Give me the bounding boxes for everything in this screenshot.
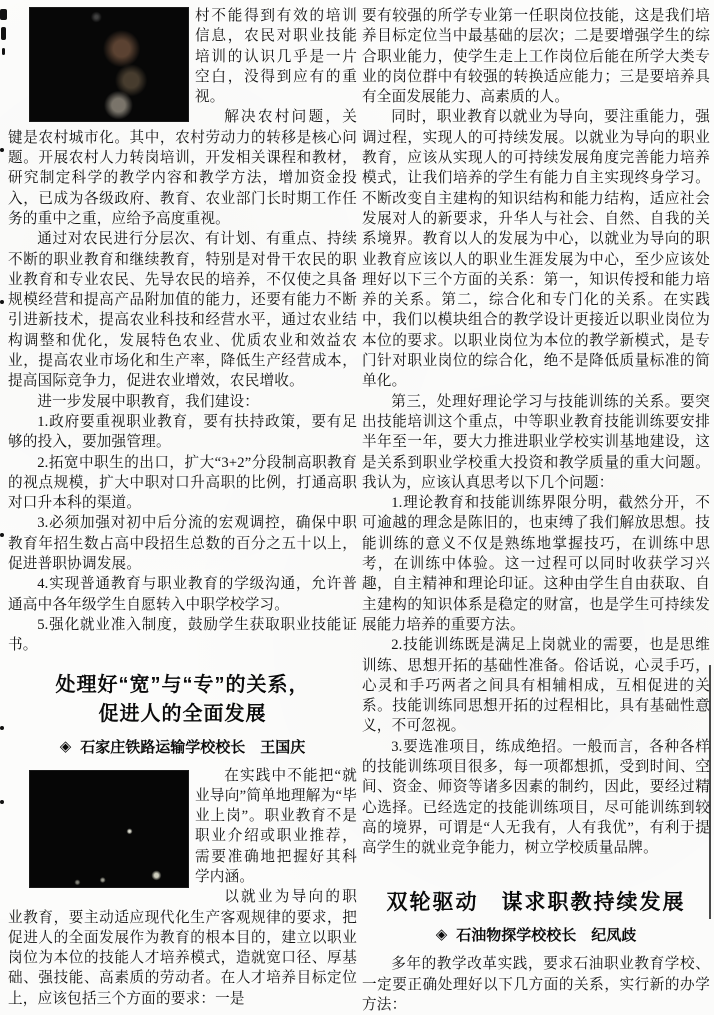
body-paragraph: 同时，职业教育以就业为导向，要注重能力，强调过程，实现人的可持续发展。以就业为导向的职业教育，应该从实现人的可持续发展角度完善能力培养模式，让我们培养的学生有能力自主实现终身学习。不断改变自主建构的知识结构和能力结构，适应社会发展对人的新要求，升华人与社会、自然、自我的关系境界。教育以人的发展为中心，以就业为导向的职业教育应该以人的职业生涯发展为中心，至少应该处理好以下三个方面的关系：第一，知识传授和能力培养的关系。第二，综合化和专门化的关系。在实践中，我们以模块组合的教学设计更接近以职业岗位为本位的要求。以职业岗位为本位的教学新模式，是专门针对职业岗位的综合化，绝不是降低质量标准的简单化。: [362, 109, 710, 390]
scan-artifact: [0, 726, 4, 730]
body-paragraph: 1.政府要重视职业教育，要有扶持政策，要有足够的投入，要加强管理。: [8, 413, 357, 451]
article-photo-night-scene: [30, 771, 188, 887]
body-paragraph: 3.要选准项目，练成绝招。一般而言，各种各样的技能训练项目很多，每一项都想抓，受到时间、空间、资金、师资等诸多因素的制约，因此，要经过精心选择。已经选定的技能训练项目，尽可能训练到较高的境界，可谓是“人无我有，人有我优”，有利于提高学生的就业竞争能力，树立学校质量品牌。: [362, 738, 710, 857]
article-title-line: 处理好“宽”与“专”的关系，: [55, 673, 310, 696]
scan-artifact: [0, 9, 7, 20]
scan-artifact: [0, 148, 4, 152]
body-paragraph: 多年的教学改革实践，要求石油职业教育学校、一定要正确处理好以下几方面的关系，实行新的办学方法：: [362, 956, 710, 1014]
body-paragraph: 以就业为导向的职业教育，要主动适应现代化生产客观规律的要求，把促进人的全面发展作为教育的根本目的，建立以职业岗位为本位的技能人才培养模式，造就宽口径、厚基础、强技能、高素质的劳动者。在人才培养目标定位上，应该包括三个方面的要求：一是: [8, 889, 357, 1007]
body-paragraph: 2.技能训练既是满足上岗就业的需要，也是思维训练、思想开拓的基础性准备。俗话说，心灵手巧，心灵和手巧两者之间具有相辅相成，互相促进的关系。技能训练同思想开拓的过程相比，具有基础性意义，不可忽视。: [362, 637, 710, 735]
body-paragraph: 5.强化就业准入制度，鼓励学生获取职业技能证书。: [8, 616, 357, 654]
author-byline: [362, 924, 710, 945]
scan-artifact: [2, 48, 5, 55]
body-paragraph: 进一步发展中职教育，我们建设：: [37, 393, 260, 410]
body-paragraph: 解决农村问题，关键是农村城市化。其中，农村劳动力的转移是核心问题。开展农村人力转岗培训，开发相关课程和教材，研究制定科学的教学内容和教学方法，增加资金投入，已成为各级政府、教育、农业部门长时期工作任务的重中之重，应给予高度重视。: [8, 109, 357, 227]
author-byline: [8, 736, 357, 757]
body-paragraph: 要有较强的所学专业第一任职岗位技能，这是我们培养目标定位当中最基础的层次；二是要增强学生的综合职业能力，使学生走上工作岗位后能在所学大类专业的岗位群中有较强的转换适应能力；三是要培养具有全面发展能力、高素质的人。: [362, 8, 710, 106]
diamond-bullet-icon: ◈: [435, 925, 448, 944]
article-title-line: 促进人的全面发展: [98, 702, 267, 725]
body-paragraph: 在实践中不能把“就业导向”简单地理解为“毕业上岗”。职业教育不是职业介绍或职业推荐，需要准确地把握好其科学内涵。: [195, 767, 357, 885]
scan-artifact: [0, 300, 4, 304]
body-paragraph: 4.实现普通教育与职业教育的学级沟通，允许普通高中各年级学生自愿转入中职学校学习。: [8, 576, 357, 613]
diamond-bullet-icon: ◈: [59, 736, 72, 755]
body-paragraph: 通过对农民进行分层次、有计划、有重点、持续不断的职业教育和继续教育，特别是对骨干农民的职业教育和专业农民、先导农民的培养，不仅使之具备规模经营和提高产品附加值的能力，还要有能力不断引进新技术，提高农业科技和经营水平，通过农业结构调整和优化，发展特色农业、优质农业和效益农业，提高农业市场化和生产率，降低生产经营成本，提高国际竞争力，促进农业增效，农民增收。: [8, 231, 357, 390]
body-paragraph: 3.必须加强对初中后分流的宏观调控，确保中职教育年招生数占高中段招生总数的百分之五十以上，促进普职协调发展。: [8, 515, 357, 573]
article-photo-portrait: [30, 8, 188, 121]
right-column: [362, 6, 710, 1015]
body-paragraph: 第三，处理好理论学习与技能训练的关系。要突出技能培训这个重点，中等职业教育技能训练要安排半年至一年，要大力推进职业学校实训基地建设，这是关系到职业学校重大投资和教学质量的重大问题。我认为，应该认真思考以下几个问题：: [362, 393, 710, 491]
left-column: [8, 6, 357, 1009]
body-paragraph: 2.拓宽中职生的出口，扩大“3+2”分段制高职教育的视点规模，扩大中职对口升高职的比例，打通高职对口升本科的渠道。: [8, 454, 357, 512]
scan-artifact: [1, 27, 6, 40]
body-paragraph: 1.理论教育和技能训练界限分明，截然分开，不可逾越的理念是陈旧的，也束缚了我们解放思想。技能训练的意义不仅是熟练地掌握技巧，在训练中思考，在训练中体验。这一过程可以同时收获学习兴趣，自主精神和理论印证。这种由学生自由获取、自主建构的知识体系是稳定的财富，也是学生可持续发展能力培养的重要方法。: [362, 495, 710, 633]
author-byline-text: 石油物探学校校长 纪凤歧: [456, 927, 637, 945]
scan-artifact: [0, 533, 4, 537]
body-paragraph: 村不能得到有效的培训信息，农民对职业技能培训的认识几乎是一片空白，没得到应有的重视。: [195, 8, 357, 106]
author-byline-text: 石家庄铁路运输学校校长 王国庆: [80, 738, 306, 756]
article-title: 双轮驱动 谋求职教持续发展: [386, 891, 686, 915]
scan-artifact: [0, 800, 4, 804]
